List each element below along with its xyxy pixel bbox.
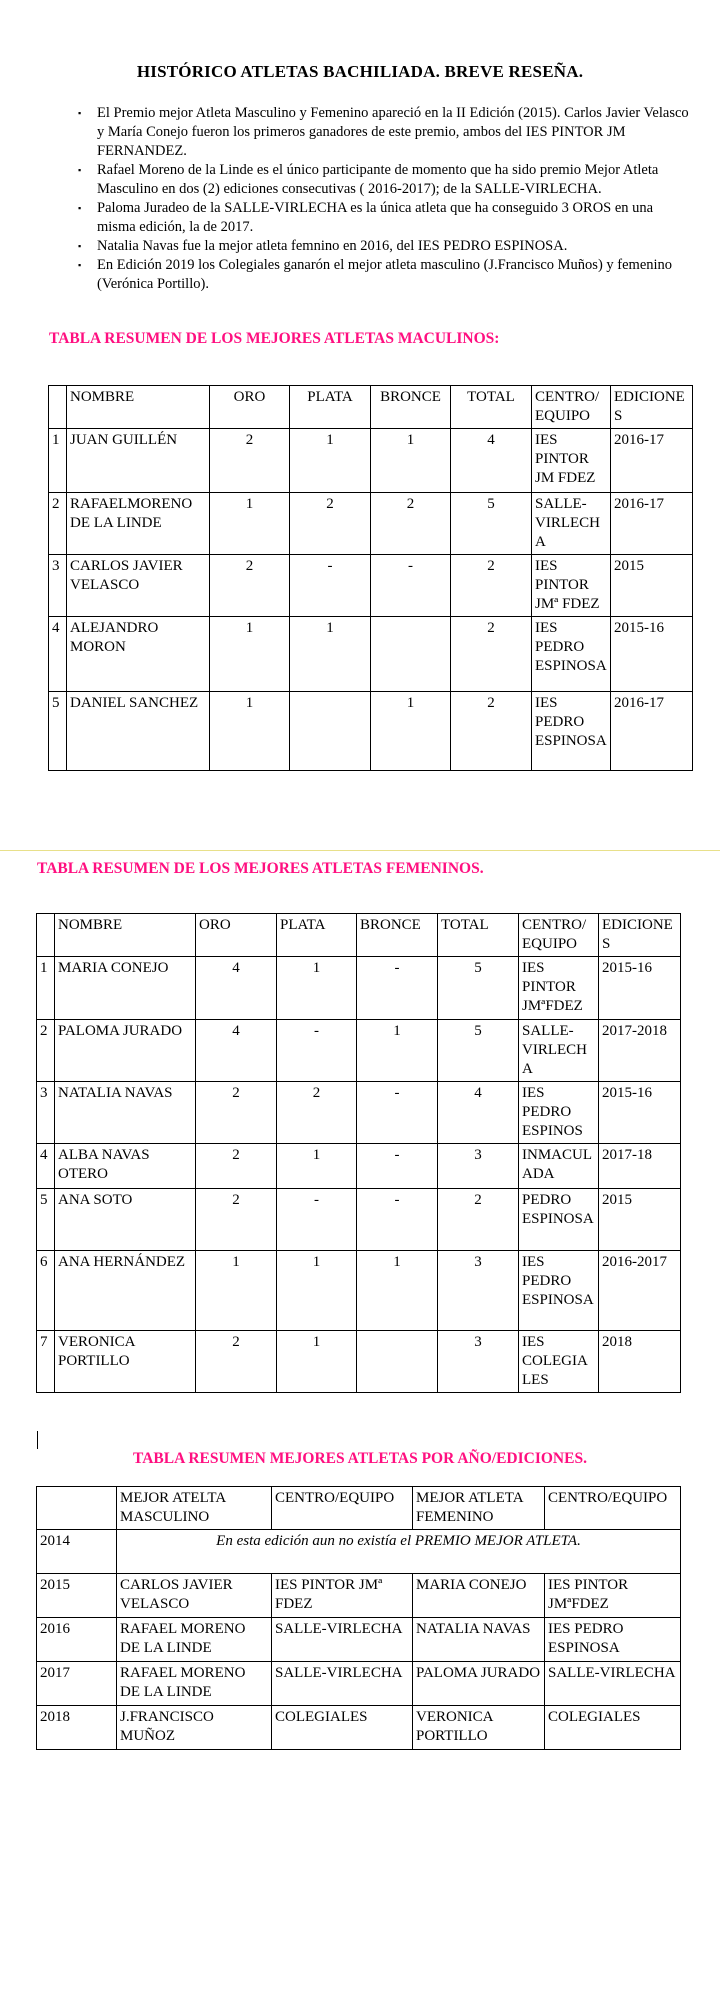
- column-header: PLATA: [290, 386, 371, 429]
- table-cell: ANA HERNÁNDEZ: [55, 1251, 196, 1331]
- table-cell: 1: [277, 1331, 357, 1393]
- bullet-icon: ▪: [78, 203, 82, 213]
- table-cell: 1: [371, 692, 451, 771]
- table-cell: -: [357, 1144, 438, 1189]
- table-cell: [371, 617, 451, 692]
- table-cell: 5: [451, 493, 532, 555]
- table-cell: CARLOS JAVIER VELASCO: [67, 555, 210, 617]
- table-cell: 1: [371, 429, 451, 493]
- table-cell: 3: [49, 555, 67, 617]
- table-cell: JUAN GUILLÉN: [67, 429, 210, 493]
- table-cell: MARIA CONEJO: [413, 1574, 545, 1618]
- table-cell: ANA SOTO: [55, 1189, 196, 1251]
- table-cell: RAFAELMORENO DE LA LINDE: [67, 493, 210, 555]
- female-section-title: TABLA RESUMEN DE LOS MEJORES ATLETAS FEMENINOS.: [37, 860, 484, 877]
- notes-list: [78, 104, 690, 294]
- table-cell: 2: [196, 1189, 277, 1251]
- table-cell: 2015: [599, 1189, 681, 1251]
- table-cell: 2015-16: [599, 957, 681, 1020]
- table-cell: 1: [49, 429, 67, 493]
- table-cell: 5: [49, 692, 67, 771]
- male-athletes-table: [48, 385, 693, 771]
- column-header: CENTRO/EQUIPO: [545, 1487, 681, 1530]
- column-header: BRONCE: [371, 386, 451, 429]
- list-item: [78, 104, 690, 161]
- column-header: TOTAL: [451, 386, 532, 429]
- table-cell: 1: [210, 692, 290, 771]
- table-cell: 2: [196, 1144, 277, 1189]
- table-cell: 2: [438, 1189, 519, 1251]
- table-cell: PALOMA JURADO: [413, 1662, 545, 1706]
- table-cell: -: [357, 957, 438, 1020]
- table-row: [37, 1144, 681, 1189]
- table-cell: 2017-18: [599, 1144, 681, 1189]
- column-header: CENTRO/EQUIPO: [272, 1487, 413, 1530]
- list-item: [78, 161, 690, 199]
- table-cell: 6: [37, 1251, 55, 1331]
- table-cell: 3: [438, 1144, 519, 1189]
- table-cell: IES PINTOR JMªFDEZ: [545, 1574, 681, 1618]
- table-cell: 2015: [611, 555, 693, 617]
- note-text: Natalia Navas fue la mejor atleta femnino en 2016, del IES PEDRO ESPINOSA.: [97, 238, 568, 254]
- note-text: El Premio mejor Atleta Masculino y Femenino apareció en la II Edición (2015). Carlos Javier Velasco y María Conejo fueron los primeros ganadores de este premio, ambos del IES PINTOR JM FERNANDEZ.: [97, 105, 689, 159]
- table-cell: 2015: [37, 1574, 117, 1618]
- table-cell: DANIEL SANCHEZ: [67, 692, 210, 771]
- table-cell: RAFAEL MORENO DE LA LINDE: [117, 1618, 272, 1662]
- table-cell: 1: [290, 617, 371, 692]
- table-cell: 2014: [37, 1530, 117, 1574]
- column-header: ORO: [210, 386, 290, 429]
- table-cell: J.FRANCISCO MUÑOZ: [117, 1706, 272, 1750]
- column-header: BRONCE: [357, 914, 438, 957]
- table-cell: 1: [357, 1020, 438, 1082]
- table-cell: 1: [290, 429, 371, 493]
- page-title: HISTÓRICO ATLETAS BACHILIADA. BREVE RESEÑA.: [136, 62, 584, 81]
- table-row: [49, 555, 693, 617]
- table-cell: 5: [438, 1020, 519, 1082]
- table-cell: 2016-17: [611, 429, 693, 493]
- table-row: [49, 692, 693, 771]
- table-row: [37, 1082, 681, 1144]
- table-cell: -: [357, 1189, 438, 1251]
- table-row: [49, 493, 693, 555]
- column-header: MEJOR ATLETA FEMENINO: [413, 1487, 545, 1530]
- table-cell: 2015-16: [599, 1082, 681, 1144]
- table-cell: 1: [196, 1251, 277, 1331]
- column-header: NOMBRE: [55, 914, 196, 957]
- column-header: EDICIONES: [611, 386, 693, 429]
- table-cell: 2: [37, 1020, 55, 1082]
- table-cell: 2: [451, 555, 532, 617]
- table-row: [37, 1020, 681, 1082]
- table-cell: 2: [371, 493, 451, 555]
- table-row: [37, 1618, 681, 1662]
- divider: [0, 850, 720, 851]
- table-row: [37, 1574, 681, 1618]
- year-athletes-table: [36, 1486, 681, 1750]
- list-item: [78, 199, 690, 237]
- table-cell: IES PINTOR JMªFDEZ: [519, 957, 599, 1020]
- column-header: [49, 386, 67, 429]
- table-cell: 7: [37, 1331, 55, 1393]
- bullet-icon: ▪: [78, 108, 82, 118]
- table-cell: -: [277, 1189, 357, 1251]
- male-section-title: TABLA RESUMEN DE LOS MEJORES ATLETAS MACULINOS:: [49, 330, 500, 347]
- table-cell: -: [277, 1020, 357, 1082]
- table-cell: SALLE-VIRLECHA: [532, 493, 611, 555]
- table-cell: 2: [196, 1082, 277, 1144]
- column-header: [37, 1487, 117, 1530]
- table-cell: 2: [451, 692, 532, 771]
- table-cell: 2018: [599, 1331, 681, 1393]
- table-cell: IES PEDRO ESPINOSA: [532, 617, 611, 692]
- table-cell: COLEGIALES: [545, 1706, 681, 1750]
- table-cell: IES PEDRO ESPINOSA: [545, 1618, 681, 1662]
- table-cell: 5: [438, 957, 519, 1020]
- list-item: [78, 237, 690, 256]
- table-cell: PALOMA JURADO: [55, 1020, 196, 1082]
- column-header: PLATA: [277, 914, 357, 957]
- table-cell: 1: [37, 957, 55, 1020]
- table-cell: IES PEDRO ESPINOSA: [519, 1251, 599, 1331]
- table-cell: INMACULADA: [519, 1144, 599, 1189]
- table-cell: 4: [37, 1144, 55, 1189]
- table-cell: 3: [438, 1331, 519, 1393]
- column-header: CENTRO/ EQUIPO: [532, 386, 611, 429]
- table-cell: 1: [210, 617, 290, 692]
- table-cell: 2: [277, 1082, 357, 1144]
- column-header: CENTRO/ EQUIPO: [519, 914, 599, 957]
- table-cell: -: [357, 1082, 438, 1144]
- table-cell: SALLE-VIRLECHA: [272, 1618, 413, 1662]
- table-cell: PEDRO ESPINOSA: [519, 1189, 599, 1251]
- column-header: EDICIONES: [599, 914, 681, 957]
- table-cell: -: [371, 555, 451, 617]
- table-cell: 2016: [37, 1618, 117, 1662]
- table-cell: 2: [210, 555, 290, 617]
- table-cell: 4: [451, 429, 532, 493]
- table-cell: RAFAEL MORENO DE LA LINDE: [117, 1662, 272, 1706]
- table-cell: 1: [357, 1251, 438, 1331]
- note-text: En Edición 2019 los Colegiales ganarón el mejor atleta masculino (J.Francisco Muños) y femenino (Verónica Portillo).: [97, 257, 673, 292]
- table-cell: 1: [210, 493, 290, 555]
- column-header: TOTAL: [438, 914, 519, 957]
- table-row: [37, 1331, 681, 1393]
- table-row: [37, 1251, 681, 1331]
- table-cell: 4: [196, 957, 277, 1020]
- table-cell: En esta edición aun no existía el PREMIO MEJOR ATLETA.: [117, 1530, 681, 1574]
- table-cell: IES PINTOR JMª FDEZ: [272, 1574, 413, 1618]
- table-cell: IES PINTOR JMª FDEZ: [532, 555, 611, 617]
- table-cell: 2015-16: [611, 617, 693, 692]
- table-header-row: [49, 386, 693, 429]
- table-cell: SALLE-VIRLECHA: [272, 1662, 413, 1706]
- column-header: MEJOR ATELTA MASCULINO: [117, 1487, 272, 1530]
- table-cell: 1: [277, 957, 357, 1020]
- table-cell: 2017: [37, 1662, 117, 1706]
- table-row: [37, 957, 681, 1020]
- table-cell: NATALIA NAVAS: [413, 1618, 545, 1662]
- table-cell: 4: [49, 617, 67, 692]
- table-cell: 1: [277, 1144, 357, 1189]
- table-cell: IES PINTOR JM FDEZ: [532, 429, 611, 493]
- table-row: [49, 617, 693, 692]
- table-cell: ALBA NAVAS OTERO: [55, 1144, 196, 1189]
- table-cell: IES COLEGIALES: [519, 1331, 599, 1393]
- text-cursor: [37, 1431, 38, 1449]
- table-cell: 3: [438, 1251, 519, 1331]
- female-athletes-table: [36, 913, 681, 1393]
- table-header-row: [37, 914, 681, 957]
- table-cell: 3: [37, 1082, 55, 1144]
- table-cell: 2: [290, 493, 371, 555]
- list-item: [78, 256, 690, 294]
- year-section-title: TABLA RESUMEN MEJORES ATLETAS POR AÑO/EDICIONES.: [133, 1450, 587, 1467]
- table-cell: 1: [277, 1251, 357, 1331]
- table-cell: 4: [438, 1082, 519, 1144]
- table-cell: ALEJANDRO MORON: [67, 617, 210, 692]
- table-row: [37, 1530, 681, 1574]
- table-cell: 2016-17: [611, 493, 693, 555]
- table-row: [37, 1706, 681, 1750]
- table-cell: 2017-2018: [599, 1020, 681, 1082]
- table-cell: 2018: [37, 1706, 117, 1750]
- table-row: [37, 1189, 681, 1251]
- table-cell: VERONICA PORTILLO: [55, 1331, 196, 1393]
- bullet-icon: ▪: [78, 165, 82, 175]
- table-cell: 2016-17: [611, 692, 693, 771]
- table-cell: -: [290, 555, 371, 617]
- table-cell: 4: [196, 1020, 277, 1082]
- table-cell: IES PEDRO ESPINOSA: [532, 692, 611, 771]
- bullet-icon: ▪: [78, 260, 82, 270]
- table-cell: CARLOS JAVIER VELASCO: [117, 1574, 272, 1618]
- table-cell: 2: [451, 617, 532, 692]
- table-cell: SALLE-VIRLECHA: [545, 1662, 681, 1706]
- table-cell: 2016-2017: [599, 1251, 681, 1331]
- table-cell: MARIA CONEJO: [55, 957, 196, 1020]
- column-header: ORO: [196, 914, 277, 957]
- table-cell: 2: [210, 429, 290, 493]
- table-cell: [290, 692, 371, 771]
- table-row: [49, 429, 693, 493]
- table-cell: 2: [196, 1331, 277, 1393]
- table-cell: 5: [37, 1189, 55, 1251]
- column-header: NOMBRE: [67, 386, 210, 429]
- table-cell: SALLE-VIRLECHA: [519, 1020, 599, 1082]
- column-header: [37, 914, 55, 957]
- table-cell: COLEGIALES: [272, 1706, 413, 1750]
- table-cell: VERONICA PORTILLO: [413, 1706, 545, 1750]
- table-cell: IES PEDRO ESPINOS: [519, 1082, 599, 1144]
- table-cell: NATALIA NAVAS: [55, 1082, 196, 1144]
- table-row: [37, 1662, 681, 1706]
- bullet-icon: ▪: [78, 241, 82, 251]
- table-cell: 2: [49, 493, 67, 555]
- note-text: Paloma Juradeo de la SALLE-VIRLECHA es la única atleta que ha conseguido 3 OROS en una misma edición, la de 2017.: [97, 200, 654, 235]
- note-text: Rafael Moreno de la Linde es el único participante de momento que ha sido premio Mejor Atleta Masculino en dos (2) ediciones consecutivas ( 2016-2017); de la SALLE-VIRLECHA.: [97, 162, 659, 197]
- table-cell: [357, 1331, 438, 1393]
- table-header-row: [37, 1487, 681, 1530]
